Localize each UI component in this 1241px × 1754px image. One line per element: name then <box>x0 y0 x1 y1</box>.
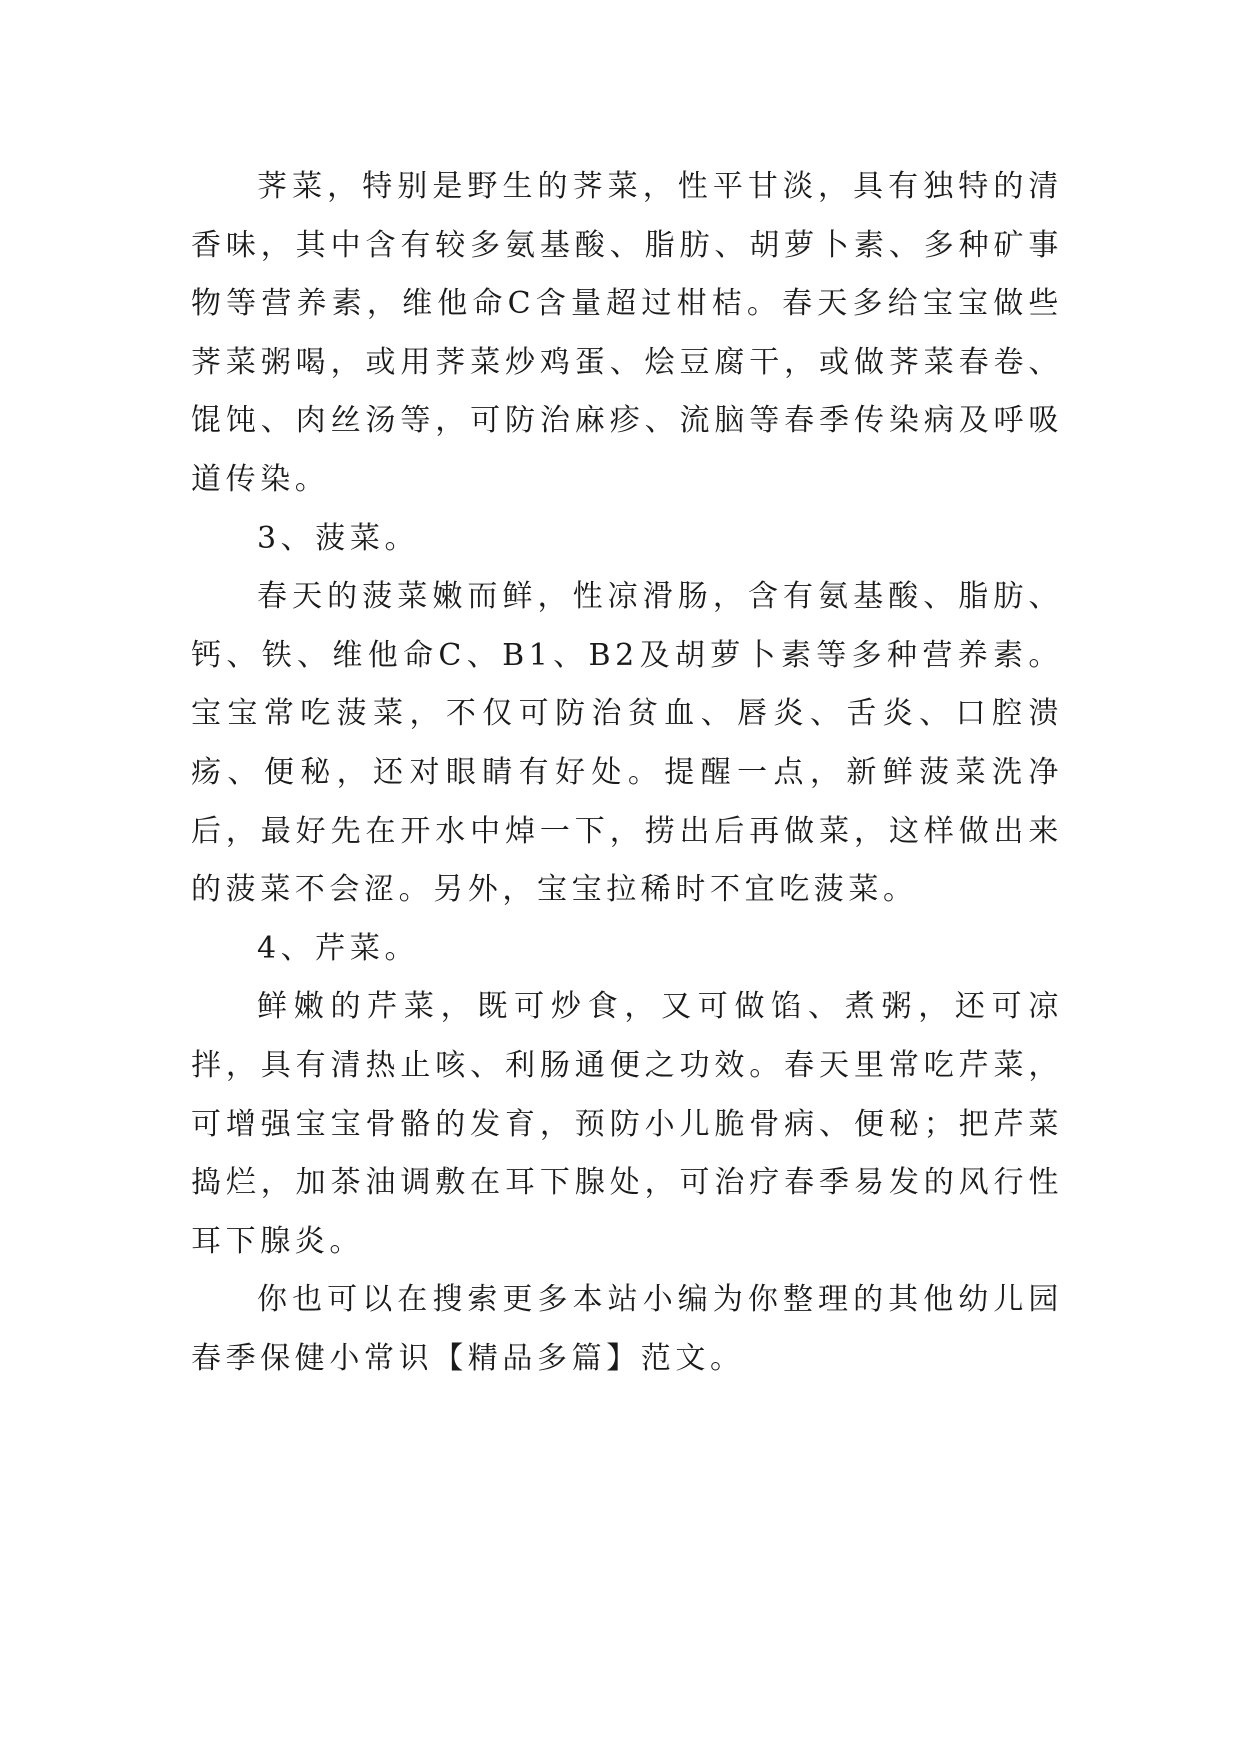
paragraph-spinach: 春天的菠菜嫩而鲜，性凉滑肠，含有氨基酸、脂肪、钙、铁、维他命C、B1、B2及胡萝卜素等多种营养素。宝宝常吃菠菜，不仅可防治贫血、唇炎、舌炎、口腔溃疡、便秘，还对眼睛有好处。提醒一点，新鲜菠菜洗净后，最好先在开水中焯一下，捞出后再做菜，这样做出来的菠菜不会涩。另外，宝宝拉稀时不宜吃菠菜。 <box>191 579 1063 908</box>
paragraph-closing-note: 你也可以在搜索更多本站小编为你整理的其他幼儿园春季保健小常识【精品多篇】范文。 <box>191 1282 1063 1376</box>
paragraph-shepherds-purse: 荠菜，特别是野生的荠菜，性平甘淡，具有独特的清香味，其中含有较多氨基酸、脂肪、胡萝卜素、多种矿事物等营养素，维他命C含量超过柑桔。春天多给宝宝做些荠菜粥喝，或用荠菜炒鸡蛋、烩豆腐干，或做荠菜春卷、馄饨、肉丝汤等，可防治麻疹、流脑等春季传染病及呼吸道传染。 <box>191 169 1063 497</box>
heading-spinach: 3、菠菜。 <box>257 520 420 556</box>
document-page <box>191 158 1063 1388</box>
heading-celery: 4、芹菜。 <box>257 930 420 966</box>
paragraph-celery: 鲜嫩的芹菜，既可炒食，又可做馅、煮粥，还可凉拌，具有清热止咳、利肠通便之功效。春天里常吃芹菜，可增强宝宝骨骼的发育，预防小儿脆骨病、便秘；把芹菜捣烂，加茶油调敷在耳下腺处，可治疗春季易发的风行性耳下腺炎。 <box>191 989 1063 1259</box>
